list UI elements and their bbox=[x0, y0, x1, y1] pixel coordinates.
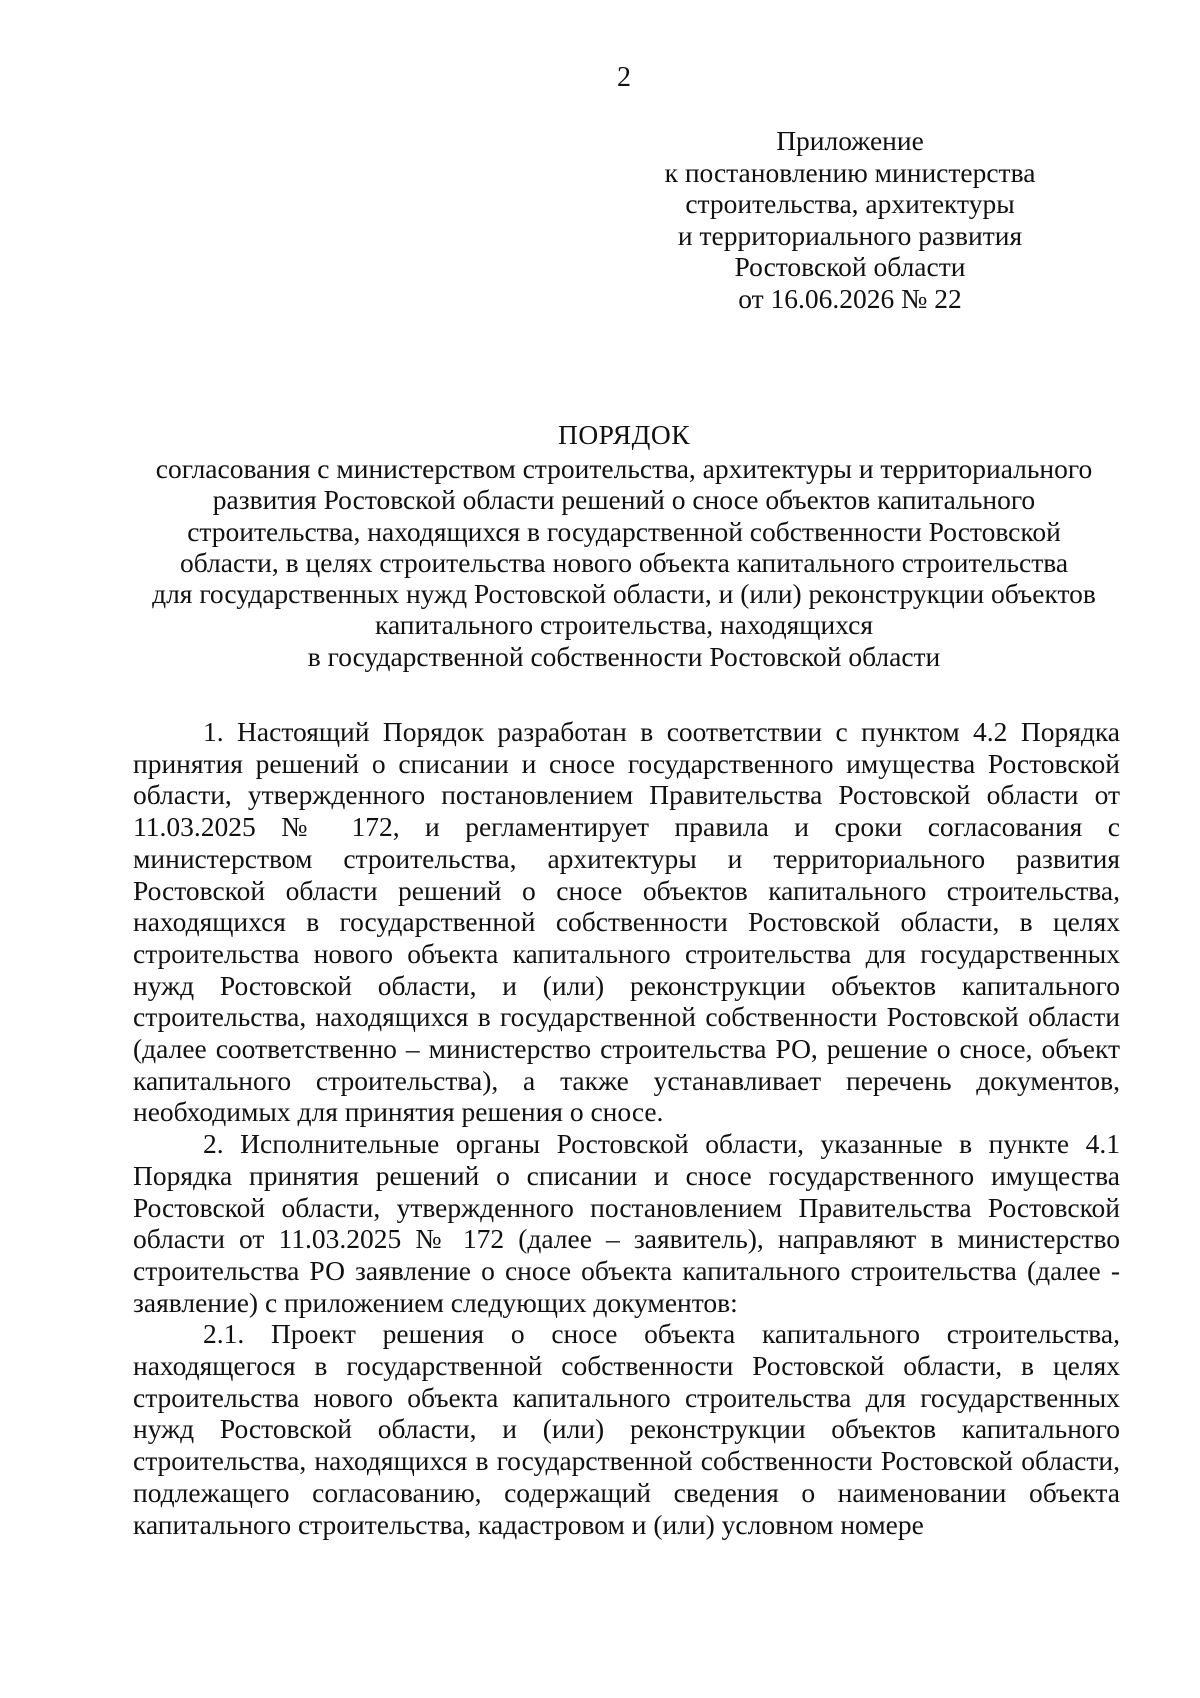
subtitle-line: согласования с министерством строительства, архитектуры и территориального bbox=[155, 453, 1093, 484]
subtitle-line: в государственной собственности Ростовской области bbox=[307, 640, 941, 672]
subtitle-line: капитального строительства, находящихся bbox=[375, 609, 873, 641]
appendix-line: строительства, архитектуры bbox=[685, 188, 1015, 219]
page-number: 2 bbox=[617, 62, 631, 93]
paragraph-2: 2. Исполнительные органы Ростовской области, указанные в пункте 4.1 Порядка принятия решений о списании и сносе государственного имущества Ростовской области, утвержденного постановлением Правительства Ростовской области от 11.03.2025 № 172 (далее – заявитель), направляют в министерство строительства РО заявление о сносе объекта капитального строительства (далее - заявление) с приложением следующих документов: bbox=[133, 1128, 1120, 1318]
document-body bbox=[133, 716, 1120, 1540]
appendix-line: Приложение bbox=[776, 125, 924, 156]
subtitle-line: области, в целях строительства нового объекта капитального строительства bbox=[179, 546, 1069, 578]
document-title: ПОРЯДОК bbox=[557, 419, 691, 450]
subtitle-line: развития Ростовской области решений о сносе объектов капитального bbox=[212, 484, 1036, 516]
appendix-line: и территориального развития bbox=[677, 219, 1023, 251]
paragraph-1: 1. Настоящий Порядок разработан в соответствии с пунктом 4.2 Порядка принятия решений о списании и сносе государственного имущества Ростовской области, утвержденного постановлением Правительства Ростовской области от 11.03.2025 № 172, и регламентирует правила и сроки согласования с министерством строительства, архитектуры и территориального развития Ростовской области решений о сносе объектов капитального строительства, находящихся в государственной собственности Ростовской области, в целях строительства нового объекта капитального строительства для государственных нужд Ростовской области, и (или) реконструкции объектов капитального строительства, находящихся в государственной собственности Ростовской области (далее соответственно – министерство строительства РО, решение о сносе, объект капитального строительства), а также устанавливает перечень документов, необходимых для принятия решения о сносе. bbox=[133, 716, 1120, 1128]
subtitle-line: строительства, находящихся в государственной собственности Ростовской bbox=[187, 515, 1061, 547]
appendix-line: к постановлению министерства bbox=[664, 156, 1036, 188]
document-subtitle bbox=[125, 453, 1123, 672]
appendix-line: от 16.06.2026 № 22 bbox=[738, 282, 962, 314]
paragraph-2-1: 2.1. Проект решения о сносе объекта капитального строительства, находящегося в государственной собственности Ростовской области, в целях строительства нового объекта капитального строительства для государственных нужд Ростовской области, и (или) реконструкции объектов капитального строительства, находящихся в государственной собственности Ростовской области, подлежащего согласованию, содержащий сведения о наименовании объекта капитального строительства, кадастровом и (или) условном номере bbox=[133, 1318, 1120, 1540]
subtitle-line: для государственных нужд Ростовской области, и (или) реконструкции объектов bbox=[152, 578, 1096, 610]
appendix-line: Ростовской области bbox=[734, 251, 966, 282]
appendix-block bbox=[640, 125, 1060, 314]
